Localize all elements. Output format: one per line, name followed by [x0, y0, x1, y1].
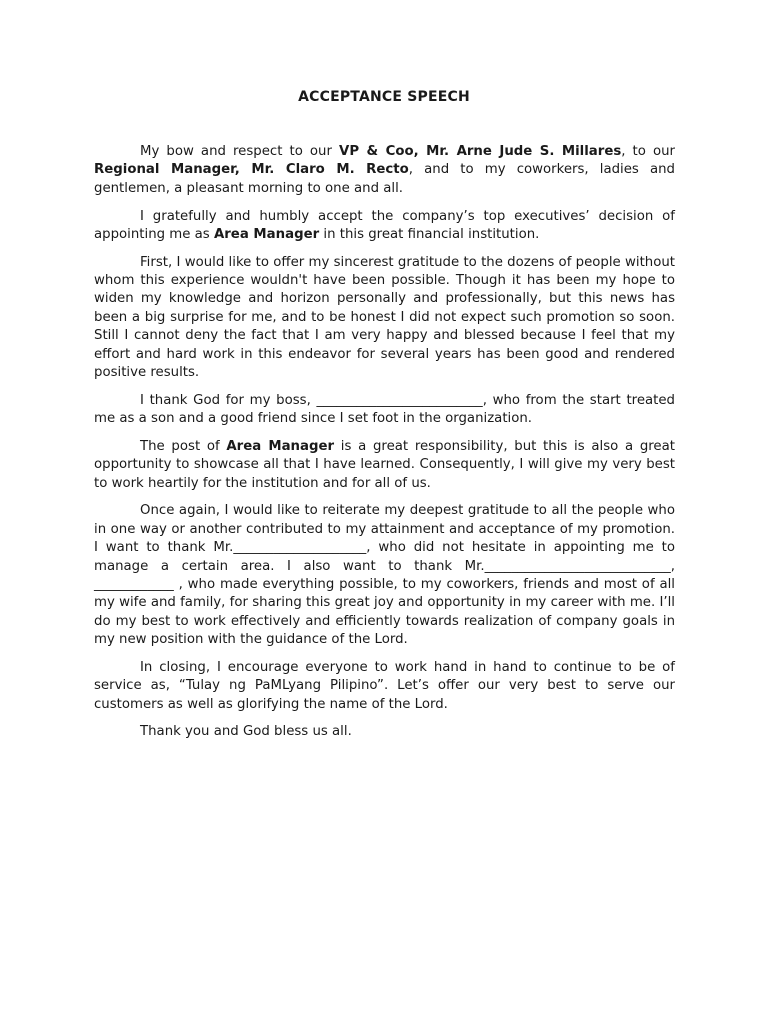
text-segment: The post of	[140, 438, 227, 454]
bold-name-regional-manager: Regional Manager, Mr. Claro M. Recto	[94, 162, 409, 178]
text-segment: , and to my coworkers, ladies and gentlemen, a pleasant morning to one and all.	[94, 162, 675, 196]
closing-line: Thank you and God bless us all.	[140, 724, 352, 740]
text-segment: In closing, I encourage everyone to work hand in hand to continue to be of service as, “Tulay ng PaMLyang Pilipino”. Let’s offer our very best to serve our customers as well as glorifying the name of the Lord.	[94, 659, 675, 712]
text-segment: First, I would like to offer my sincerest gratitude to the dozens of people without whom this experience wouldn't have been possible. Though it has been my hope to widen my knowledge and horizon personally and professionally, but this news has been a big surprise for me, and to be honest I did not expect such promotion so soon. Still I cannot deny the fact that I am very happy and blessed because I feel that my effort and hard work in this endeavor for several years has been good and rendered positive results.	[94, 254, 675, 381]
speech-body	[94, 143, 675, 742]
paragraph-reiterate	[94, 502, 675, 649]
text-segment: , to our	[621, 144, 676, 159]
document-title: ACCEPTANCE SPEECH	[298, 89, 470, 105]
bold-name-vp: VP & Coo, Mr. Arne Jude S. Millares	[339, 144, 622, 159]
paragraph-responsibility	[94, 438, 675, 493]
text-segment: My bow and respect to our	[140, 144, 340, 159]
text-segment: I gratefully and humbly accept the company’s top executives’ decision of appointing me as	[94, 208, 675, 242]
paragraph-boss	[94, 392, 675, 429]
text-segment: is a great responsibility, but this is also a great opportunity to showcase all that I have learned. Consequently, I will give my very best to work heartily for the institution and for all of us.	[94, 438, 675, 491]
text-segment: Once again, I would like to reiterate my deepest gratitude to all the people who in one way or another contributed to my attainment and acceptance of my promotion. I want to thank Mr.____________________, who did not hesitate in appointing me to manage a certain area. I also want to thank Mr.____________________________, ____________ , who made everything possible, to my coworkers, friends and most of all my wife and family, for sharing this great joy and opportunity in my career with me. I’ll do my best to work effectively and efficiently towards realization of company goals in my new position with the guidance of the Lord.	[94, 503, 675, 648]
paragraph-closing-encourage	[94, 659, 675, 714]
text-segment: I thank God for my boss, _________________________, who from the start treated me as a son and a good friend since I set foot in the organization.	[94, 392, 675, 427]
paragraph-salutation	[94, 143, 675, 198]
paragraph-gratitude	[94, 254, 675, 383]
bold-position: Area Manager	[213, 226, 320, 242]
paragraph-acceptance	[94, 208, 675, 245]
text-segment: in this great financial institution.	[319, 226, 540, 242]
bold-position: Area Manager	[226, 438, 335, 454]
